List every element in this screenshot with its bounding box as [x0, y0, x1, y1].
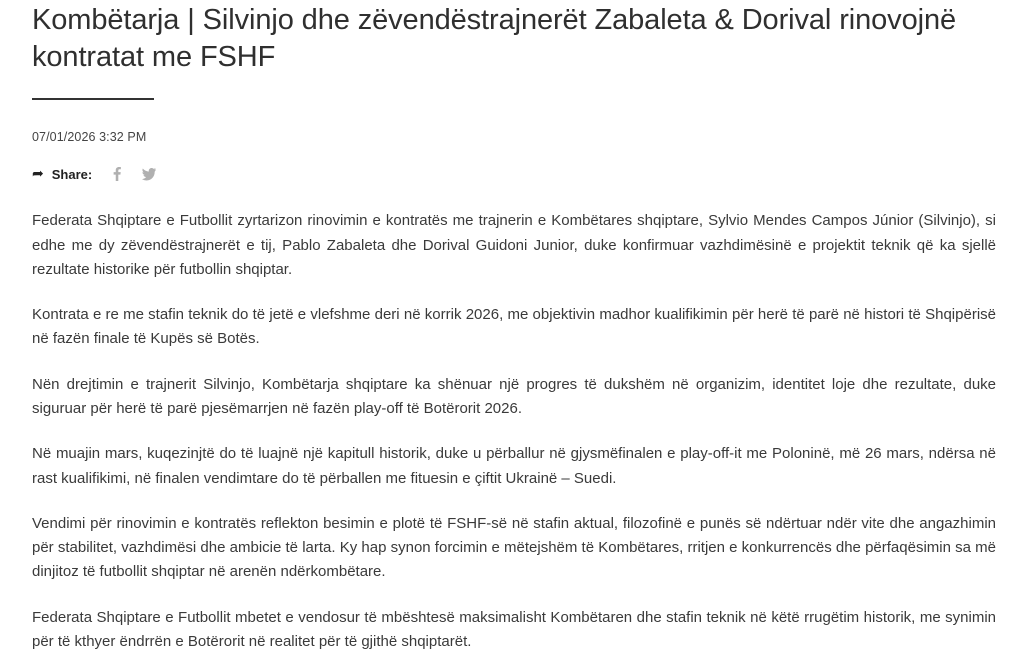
facebook-icon[interactable]: [108, 165, 126, 183]
twitter-icon[interactable]: [140, 165, 158, 183]
article-paragraph: Federata Shqiptare e Futbollit mbetet e vendosur të mbështesë maksimalisht Kombëtaren dhe stafin teknik në këtë rrugëtim historik, me synimin për të kthyer ëndrrën e Botërorit në realitet për të gjithë shqiptarët.: [32, 608, 996, 651]
title-divider: [32, 98, 154, 100]
share-label: Share:: [51, 166, 93, 182]
publish-timestamp: 07/01/2026 3:32 PM: [32, 130, 147, 145]
article-paragraph: Kontrata e re me stafin teknik do të jetë e vlefshme deri në korrik 2026, me objektivin madhor kualifikimin për herë të parë në histori të Shqipërisë në fazën finale të Kupës së Botës.: [32, 306, 996, 348]
article-paragraph: Vendimi për rinovimin e kontratës reflekton besimin e plotë të FSHF-së në stafin aktual, filozofinë e punës së ndërtuar ndër vite dhe angazhimin për stabilitet, vazhdimësi dhe ambicie të larta. Ky hap synon forcimin e mëtejshëm të Kombëtares, rritjen e konkurrencës dhe përfaqësimin sa më dinjitoz të futbollit shqiptar në arenën ndërkombëtare.: [32, 514, 996, 581]
article-paragraph: Federata Shqiptare e Futbollit zyrtarizon rinovimin e kontratës me trajnerin e Kombëtares shqiptare, Sylvio Mendes Campos Júnior (Silvinjo), si edhe me dy zëvendëstrajnerët e tij, Pablo Zabaleta dhe Dorival Guidoni Junior, duke konfirmuar vazhdimësinë e projektit teknik që ka sjellë rezultate historike për futbollin shqiptar.: [32, 212, 996, 278]
article-paragraph: Në muajin mars, kuqezinjtë do të luajnë një kapitull historik, duke u përballur në gjysmëfinalen e play-off-it me Poloninë, më 26 mars, ndërsa në rast kualifikimi, në finalen vendimtare do të përballen me fituesin e çiftit Ukrainë – Suedi.: [32, 445, 996, 487]
share-arrow-icon: ➦: [32, 165, 44, 182]
article-body: [32, 209, 996, 654]
share-bar: [32, 165, 996, 183]
page-title: Kombëtarja | Silvinjo dhe zëvendëstrajnerët Zabaleta & Dorival rinovojnë kontratat me FSHF: [32, 4, 957, 74]
article-paragraph: Nën drejtimin e trajnerit Silvinjo, Kombëtarja shqiptare ka shënuar një progres të dukshëm në organizim, identitet loje dhe rezultate, duke siguruar për herë të parë pjesëmarrjen në fazën play-off të Botërorit 2026.: [32, 375, 996, 417]
